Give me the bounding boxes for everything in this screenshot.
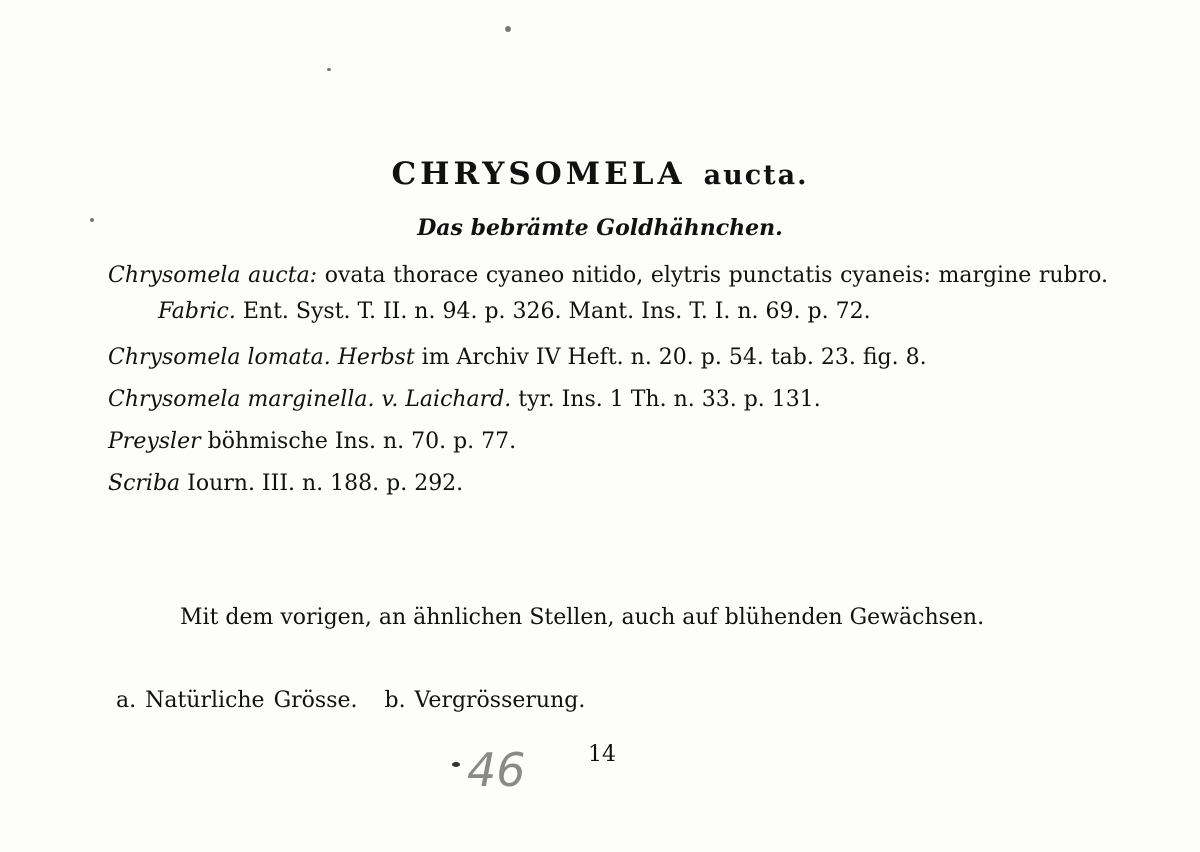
- synonym-author: Preysler: [108, 429, 201, 454]
- synonym-name: Chrysomela marginella.: [108, 387, 375, 412]
- stamp-number: 46: [467, 743, 526, 796]
- figure-legend: [116, 688, 585, 713]
- title-species: aucta.: [703, 160, 809, 191]
- synonym-name: Chrysomela aucta:: [108, 263, 318, 288]
- synonym-description: ovata thorace cyaneo nitido, elytris punctatis cyaneis: margine rubro.: [324, 263, 1109, 288]
- synonym-reference: tyr. Ins. 1 Th. n. 33. p. 131.: [518, 387, 821, 412]
- synonym-reference: im Archiv IV Heft. n. 20. p. 54. tab. 23. fig. 8.: [421, 345, 927, 370]
- synonym-reference: Ent. Syst. T. II. n. 94. p. 326. Mant. Ins. T. I. n. 69. p. 72.: [242, 299, 871, 324]
- page-subtitle: Das bebrämte Goldhähnchen.: [417, 215, 783, 241]
- synonym-author: Scriba: [108, 471, 181, 496]
- synonym-reference: Iourn. III. n. 188. p. 292.: [187, 471, 464, 496]
- page-number: 14: [588, 742, 616, 767]
- synonym-author: Fabric.: [158, 299, 236, 324]
- legend-natural-size: a. Natürliche Grösse.: [116, 688, 358, 713]
- title-genus: CHRYSOMELA: [391, 156, 686, 192]
- synonym-entry: [108, 382, 1108, 418]
- synonym-list: [108, 258, 1108, 508]
- synonym-entry: [108, 258, 1108, 330]
- synonym-author: v. Laichard.: [381, 387, 512, 412]
- legend-magnification: b. Vergrösserung.: [384, 688, 586, 713]
- synonym-name: Chrysomela lomata.: [108, 345, 331, 370]
- habitat-paragraph: Mit dem vorigen, an ähnlichen Stellen, auch auf blühenden Gewächsen.: [180, 605, 985, 630]
- paper-speck: [452, 762, 460, 767]
- synonym-author: Herbst: [337, 345, 415, 370]
- paper-speck: [505, 26, 511, 32]
- handwritten-number-stamp: [445, 736, 545, 796]
- synonym-reference: böhmische Ins. n. 70. p. 77.: [207, 429, 517, 454]
- synonym-entry: [108, 340, 1108, 376]
- paper-speck: [90, 218, 94, 222]
- synonym-entry: [108, 466, 1108, 502]
- synonym-entry: [108, 424, 1108, 460]
- page-title: [0, 157, 1200, 191]
- paper-speck: [327, 68, 331, 71]
